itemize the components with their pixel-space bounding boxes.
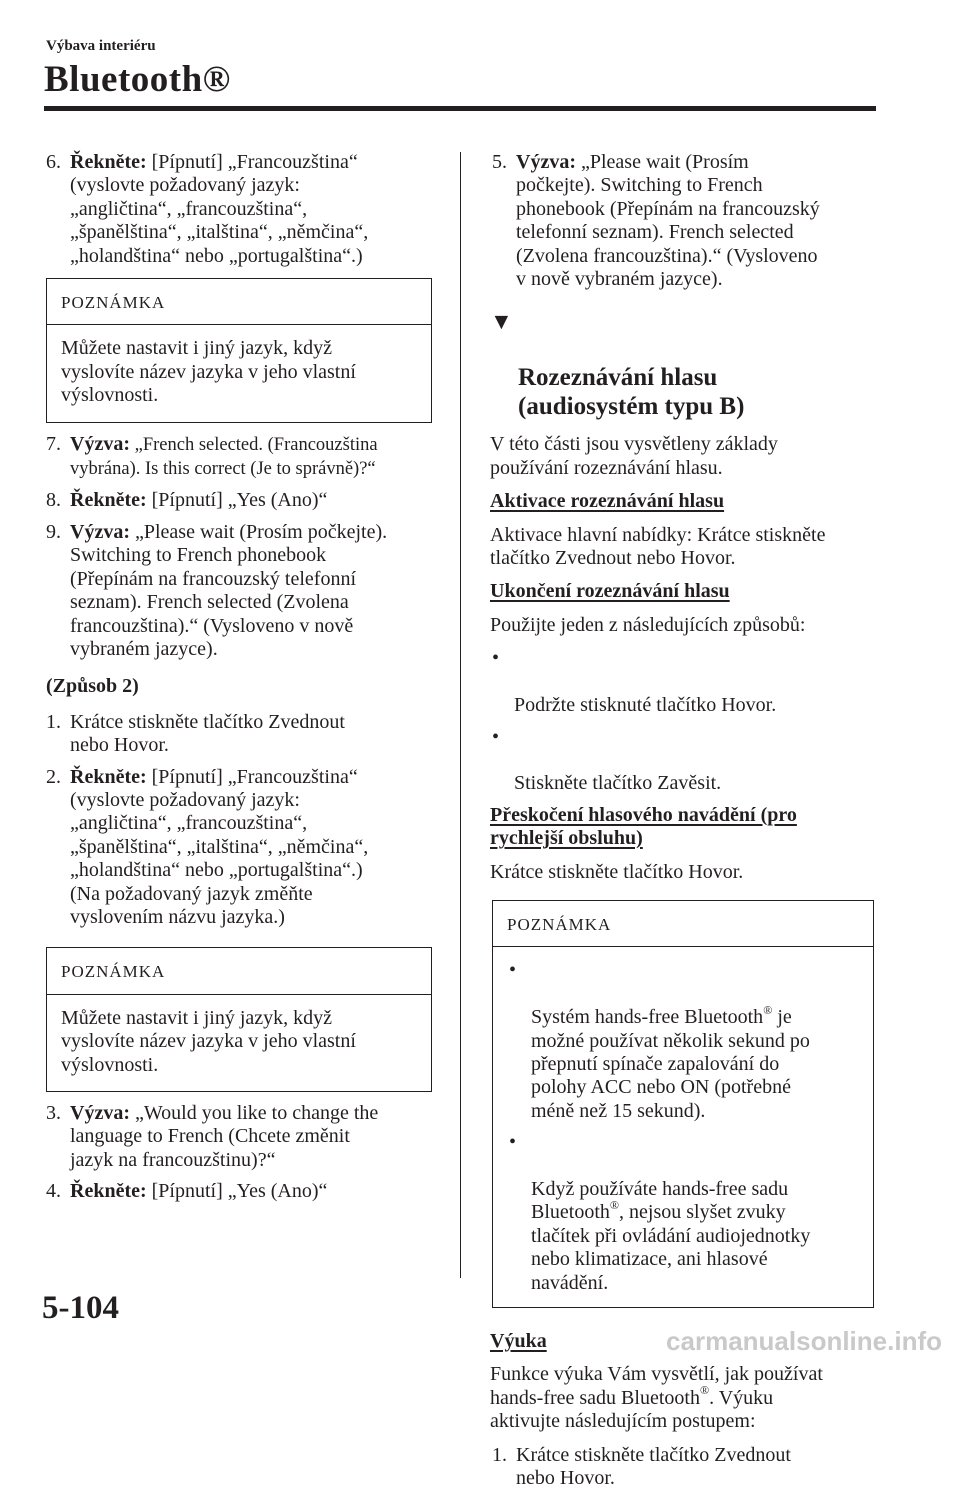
note-title: POZNÁMKA — [47, 279, 431, 325]
note-box — [46, 947, 432, 1092]
bullet-item — [507, 1131, 861, 1295]
step-keyword: Řekněte: — [70, 765, 147, 788]
step-number: 1. — [492, 1443, 507, 1466]
step-number: 5. — [492, 151, 507, 173]
header-rule — [44, 106, 876, 111]
step-9 — [44, 521, 436, 661]
step-5 — [490, 151, 878, 291]
tutorial-heading: Výuka — [490, 1330, 547, 1353]
intro-text: V této části jsou vysvětleny základy používání rozeznávání hlasu. — [490, 433, 778, 479]
step-text: Krátce stiskněte tlačítko Zvednout nebo Hovor. — [516, 1443, 791, 1490]
method-step-1 — [44, 711, 436, 758]
step-number: 1. — [46, 710, 61, 733]
bullet-icon: • — [492, 647, 500, 670]
triangle-icon: ▼ — [490, 309, 513, 335]
step-6 — [44, 151, 436, 268]
step-8 — [44, 489, 436, 512]
registered-mark: ® — [609, 1197, 620, 1212]
note-box — [46, 278, 432, 423]
bullet-icon: • — [509, 1131, 517, 1154]
method-heading: (Způsob 2) — [46, 675, 139, 698]
bullet-text: Stiskněte tlačítko Zavěsit. — [514, 772, 722, 795]
bullet-item — [507, 959, 861, 1123]
step-number: 3. — [46, 1102, 61, 1124]
step-text: „Please wait (Prosím počkejte). Switching to French phonebook (Přepínám na francouzský telefonní seznam). French selected (Zvolena francouzština).“ (Vysloveno v nově vybraném jazyce). — [70, 520, 388, 660]
step-number: 8. — [46, 489, 61, 512]
step-text: [Pípnutí] „Francouzština“ (vyslovte požadovaný jazyk: „angličtina“, „francouzština“, „španělština“, „italština“, „němčina“, „holandština“ nebo „portugalština“.) (Na požadovaný jazyk změňte vyslovením názvu jazyka.) — [70, 765, 369, 928]
tutorial-text — [490, 1363, 878, 1433]
step-text: „Please wait (Prosím počkejte). Switching to French phonebook (Přepínám na francouzský telefonní seznam). French selected (Zvolena francouzština).“ (Vysloveno v nově vybraném jazyce). — [516, 151, 820, 291]
right-column — [490, 151, 878, 1498]
step-keyword: Řekněte: — [70, 1180, 147, 1203]
note-text: Můžete nastavit i jiný jazyk, když vyslovíte název jazyka v jeho vlastní výslovnosti. — [61, 1006, 356, 1076]
note-text: Můžete nastavit i jiný jazyk, když vyslovíte název jazyka v jeho vlastní výslovnosti. — [61, 337, 356, 407]
step-keyword: Řekněte: — [70, 489, 147, 512]
step-text: „Would you like to change the language to French (Chcete změnit jazyk na francouzštinu)?“ — [70, 1102, 379, 1171]
step-keyword: Výzva: — [70, 1102, 130, 1124]
tutorial-text-start: Funkce výuka Vám vysvětlí, jak používat hands-free sadu Bluetooth — [490, 1363, 823, 1409]
end-bullets — [490, 647, 878, 795]
bullet-text: Podržte stisknuté tlačítko Hovor. — [514, 694, 777, 717]
registered-mark: ® — [699, 1383, 710, 1398]
page-number: 5-104 — [42, 1290, 119, 1326]
bullet-text-end: je možné používat několik sekund po přepnutí spínače zapalování do polohy ACC nebo ON (potřebné méně než 15 sekund). — [531, 1006, 810, 1122]
section-label: Výbava interiéru — [46, 38, 156, 54]
end-heading: Ukončení rozeznávání hlasu — [490, 580, 730, 603]
step-keyword: Řekněte: — [70, 151, 147, 173]
end-text: Použijte jeden z následujících způsobů: — [490, 613, 806, 636]
bullet-text-end: , nejsou slyšet zvuky tlačítek při ovládání audiojednotky nebo klimatizace, ani hlasové navádění. — [531, 1201, 811, 1294]
note-title: POZNÁMKA — [47, 948, 431, 994]
bullet-item — [490, 726, 878, 796]
bullet-text-start: Systém hands-free Bluetooth — [531, 1006, 764, 1029]
step-text: Krátce stiskněte tlačítko Zvednout nebo Hovor. — [70, 710, 345, 757]
step-number: 6. — [46, 151, 61, 173]
tutorial-text-end: . Výuku aktivujte následujícím postupem: — [490, 1386, 774, 1433]
bullet-text-start: Když používáte hands-free sadu Bluetooth — [531, 1178, 789, 1224]
step-number: 2. — [46, 765, 61, 788]
bullet-item — [490, 647, 878, 717]
step-number: 7. — [46, 432, 61, 455]
step-keyword: Výzva: — [70, 520, 130, 543]
step-number: 9. — [46, 520, 61, 543]
step-text: [Pípnutí] „Yes (Ano)“ — [146, 489, 328, 512]
activation-heading: Aktivace rozeznávání hlasu — [490, 490, 725, 513]
method-step-4 — [44, 1180, 436, 1203]
watermark: carmanualsonline.info — [666, 1326, 942, 1356]
column-divider — [460, 152, 461, 1278]
note-title: POZNÁMKA — [493, 901, 873, 947]
step-keyword: Výzva: — [516, 151, 576, 173]
activation-text: Aktivace hlavní nabídky: Krátce stiskněte tlačítko Zvednout nebo Hovor. — [490, 523, 826, 570]
registered-mark: ® — [763, 1002, 773, 1017]
note-list — [493, 947, 873, 1307]
note-box — [492, 900, 874, 1308]
method-step-2 — [44, 766, 436, 930]
step-keyword: Výzva: — [70, 432, 130, 455]
tutorial-step-1 — [490, 1444, 878, 1491]
bullet-icon: • — [509, 959, 517, 982]
method-step-3 — [44, 1102, 436, 1172]
bullet-icon: • — [492, 725, 500, 748]
step-text: „French selected. (Francouzština vybrána). Is this correct (Je to správně)?“ — [70, 434, 378, 480]
left-column — [44, 151, 436, 1212]
page-title: Bluetooth® — [44, 59, 231, 100]
step-text: [Pípnutí] „Yes (Ano)“ — [146, 1180, 328, 1203]
skip-text: Krátce stiskněte tlačítko Hovor. — [490, 860, 744, 883]
section-heading — [490, 305, 878, 421]
step-number: 4. — [46, 1180, 61, 1203]
skip-heading: Přeskočení hlasového navádění (pro rychlejší obsluhu) — [490, 803, 797, 850]
step-7 — [44, 433, 436, 482]
section-title: Rozeznávání hlasu (audiosystém typu B) — [518, 364, 745, 421]
step-text: [Pípnutí] „Francouzština“ (vyslovte požadovaný jazyk: „angličtina“, „francouzština“, „španělština“, „italština“, „němčina“, „holandština“ nebo „portugalština“.) — [70, 151, 369, 267]
